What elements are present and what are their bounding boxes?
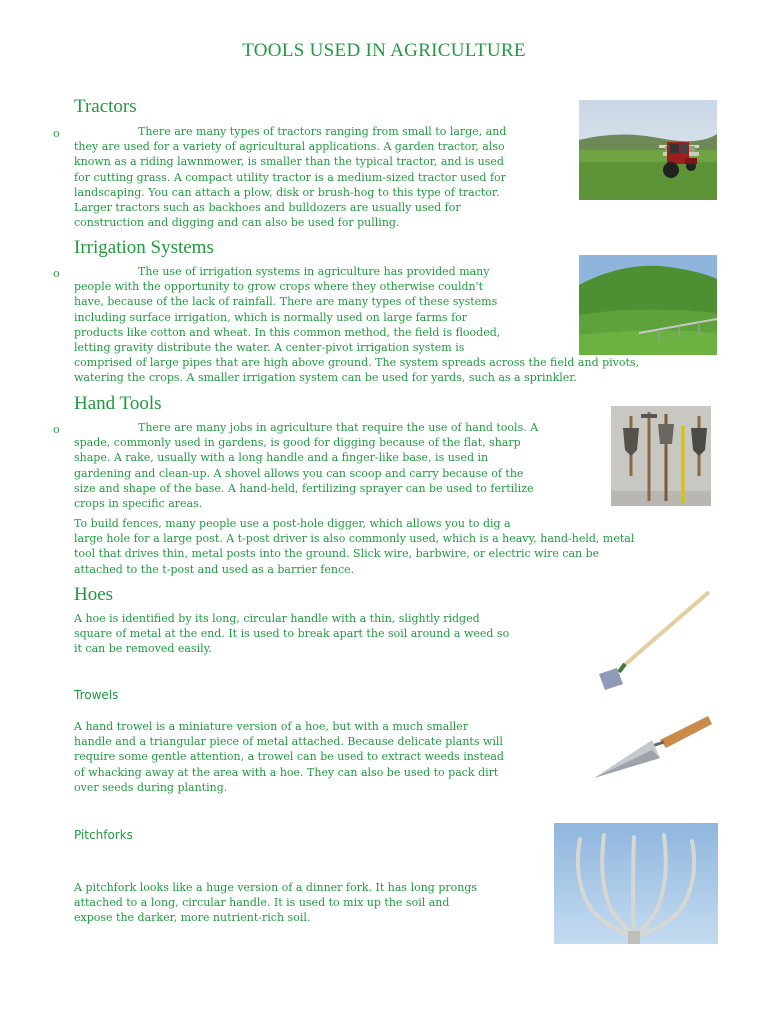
paragraph-hoes: [74, 611, 594, 657]
text-line: of whacking away at the area with a hoe. They can also be used to pack dirt: [74, 765, 499, 779]
text-line: To build fences, many people use a post-hole digger, which allows you to dig a: [74, 517, 511, 530]
text-line: Larger tractors such as backhoes and bulldozers are usually used for: [74, 201, 461, 215]
text-line: handle and a triangular piece of metal attached. Because delicate plants will: [74, 735, 503, 749]
text-line: attached to a long, circular handle. It is used to mix up the soil and: [74, 896, 450, 910]
text-line: There are many types of tractors ranging from small to large, and: [138, 125, 507, 138]
bullet-tractors: o: [53, 127, 60, 140]
text-line: known as a riding lawnmower, is smaller than the typical tractor, and is used: [74, 155, 504, 169]
text-line: construction and digging and can also be used for pulling.: [74, 216, 400, 230]
paragraph-tractors: [74, 124, 574, 230]
pitchfork-photo: [554, 823, 718, 944]
trowel-photo: [590, 710, 715, 785]
text-line: There are many jobs in agriculture that require the use of hand tools. A: [138, 421, 539, 434]
text-line: landscaping. You can attach a plow, disk or brush-hog to this type of tractor.: [74, 185, 500, 199]
text-line: attached to the t-post and used as a barrier fence.: [74, 562, 355, 576]
tractor-photo: [579, 100, 717, 200]
heading-tractors: Tractors: [74, 96, 137, 117]
text-line: over seeds during planting.: [74, 780, 228, 794]
text-line: expose the darker, more nutrient-rich soil.: [74, 911, 311, 925]
paragraph-hand-tools: [74, 420, 604, 511]
text-line: have, because of the lack of rainfall. There are many types of these systems: [74, 295, 498, 309]
text-line: require some gentle attention, a trowel can be used to extract weeds instead: [74, 750, 504, 764]
bullet-hand-tools: o: [53, 423, 60, 436]
text-line: they are used for a variety of agricultural applications. A garden tractor, also: [74, 140, 505, 154]
paragraph-trowels: [74, 719, 594, 795]
text-line: letting gravity distribute the water. A center-pivot irrigation system is: [74, 341, 465, 355]
text-line: A hoe is identified by its long, circular handle with a thin, slightly ridged: [74, 612, 480, 625]
text-line: it can be removed easily.: [74, 642, 212, 656]
page-title: TOOLS USED IN AGRICULTURE: [242, 40, 526, 61]
heading-irrigation: Irrigation Systems: [74, 237, 214, 258]
heading-trowels: Trowels: [74, 688, 119, 702]
text-line: products like cotton and wheat. In this common method, the field is flooded,: [74, 325, 501, 339]
heading-hand-tools: Hand Tools: [74, 393, 162, 414]
text-line: for cutting grass. A compact utility tractor is a medium-sized tractor used for: [74, 170, 506, 184]
text-line: A pitchfork looks like a huge version of a dinner fork. It has long prongs: [74, 881, 478, 894]
hand-tools-photo: [611, 406, 711, 506]
text-line: watering the crops. A smaller irrigation system can be used for yards, such as a sprinkler.: [74, 371, 577, 385]
text-line: square of metal at the end. It is used to break apart the soil around a weed so: [74, 627, 510, 641]
text-line: comprised of large pipes that are high above ground. The system spreads across the field and pivots,: [74, 356, 640, 370]
text-line: size and shape of the base. A hand-held, fertilizing sprayer can be used to fertilize: [74, 481, 534, 495]
text-line: crops in specific areas.: [74, 497, 203, 511]
text-line: The use of irrigation systems in agriculture has provided many: [138, 265, 490, 278]
heading-pitchforks: Pitchforks: [74, 828, 133, 842]
text-line: A hand trowel is a miniature version of a hoe, but with a much smaller: [74, 720, 469, 733]
text-line: including surface irrigation, which is normally used on large farms for: [74, 310, 468, 324]
text-line: large hole for a large post. A t-post driver is also commonly used, which is a heavy, hand-held, metal: [74, 532, 635, 546]
hoe-photo: [585, 586, 715, 696]
text-line: tool that drives thin, metal posts into the ground. Slick wire, barbwire, or electric wire can be: [74, 547, 600, 561]
text-line: spade, commonly used in gardens, is good for digging because of the flat, sharp: [74, 436, 521, 450]
heading-hoes: Hoes: [74, 584, 114, 605]
text-line: shape. A rake, usually with a long handle and a finger-like base, is used in: [74, 451, 489, 465]
bullet-irrigation: o: [53, 267, 60, 280]
irrigation-photo: [579, 255, 717, 355]
text-line: gardening and clean-up. A shovel allows you can scoop and carry because of the: [74, 466, 524, 480]
paragraph-pitchforks: [74, 880, 554, 926]
text-line: people with the opportunity to grow crops where they otherwise couldn't: [74, 280, 484, 294]
paragraph-fences: [74, 516, 744, 577]
